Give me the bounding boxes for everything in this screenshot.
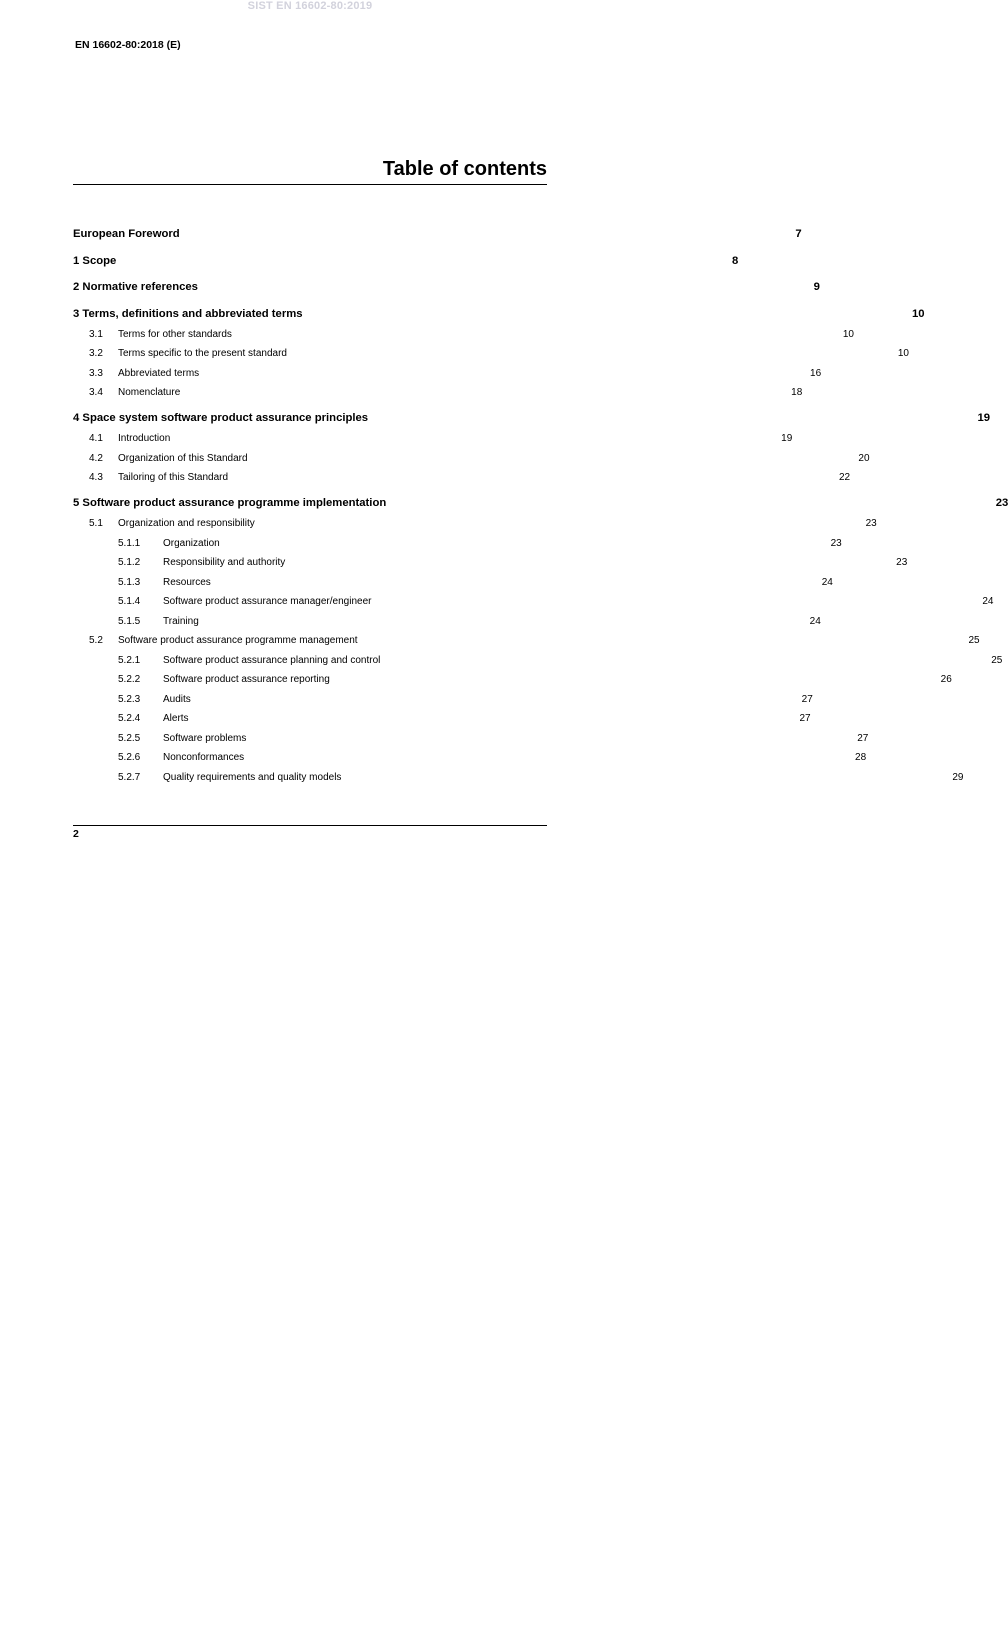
toc-entry-number: 5.1.4 (118, 596, 141, 607)
title-rule (73, 184, 547, 185)
toc-entry-label: Alerts (163, 713, 189, 724)
toc-entry[interactable] (73, 693, 813, 711)
toc-entry-page: 25 (968, 635, 980, 646)
toc-entry-label: 2 Normative references (73, 281, 198, 293)
toc-entry-number: 3.1 (89, 328, 103, 340)
toc-entry[interactable] (73, 752, 867, 769)
toc-entry-number: 4.3 (89, 472, 103, 483)
toc-entry-number: 3.3 (89, 367, 103, 379)
toc-entry-label: 4 Space system software product assurance principles (73, 412, 369, 424)
toc-entry[interactable] (73, 433, 793, 450)
toc-entry-page: 29 (952, 771, 964, 783)
toc-entry-page: 10 (897, 348, 909, 359)
toc-entry-page: 28 (855, 752, 867, 763)
toc-entry-label: Organization (163, 537, 220, 549)
toc-entry-number: 5.2.4 (118, 713, 141, 724)
toc-entry-page: 24 (809, 615, 821, 627)
toc-entry-page: 27 (857, 732, 869, 744)
document-id: EN 16602-80:2018 (E) (75, 39, 181, 51)
toc-entry-page: 27 (801, 693, 813, 705)
toc-entry-number: 5.2.6 (118, 752, 141, 763)
toc-entry-label: Terms for other standards (118, 328, 232, 340)
toc-entry-page: 26 (940, 674, 952, 685)
toc-entry-label: Terms specific to the present standard (118, 348, 287, 359)
page-title: Table of contents (382, 158, 547, 180)
toc-entry-page: 18 (791, 387, 803, 398)
toc-entry-label: Software product assurance reporting (163, 674, 330, 685)
toc-entry[interactable] (73, 654, 1003, 672)
toc-entry-number: 5.1.3 (118, 576, 141, 588)
toc-entry-page: 23 (896, 557, 908, 568)
toc-entry[interactable] (73, 615, 821, 633)
toc-entry[interactable] (73, 596, 994, 613)
toc-entry-label: Organization and responsibility (118, 518, 255, 529)
toc-entry-page: 23 (995, 497, 1008, 509)
toc-entry[interactable] (73, 254, 739, 273)
toc-entry-number: 5.2.5 (118, 732, 141, 744)
toc-entry-number: 5.2.1 (118, 654, 141, 666)
toc-entry[interactable] (73, 537, 842, 555)
footer-page-number: 2 (73, 828, 79, 840)
toc-entry[interactable] (73, 635, 980, 652)
toc-entry-number: 5.2.2 (118, 674, 141, 685)
toc-entry-page: 8 (732, 254, 739, 267)
toc-entry-number: 5.1.1 (118, 537, 141, 549)
toc-entry-number: 5.2 (89, 635, 103, 646)
toc-entry[interactable] (73, 557, 908, 574)
toc-entry-label: Tailoring of this Standard (118, 472, 229, 483)
toc-entry-page: 24 (821, 576, 833, 588)
toc-entry-label: Software product assurance programme management (118, 635, 358, 646)
toc-entry[interactable] (73, 281, 820, 299)
footer-rule (73, 825, 547, 826)
toc-entry-page: 24 (982, 596, 994, 607)
toc-entry-number: 5.2.3 (118, 693, 141, 705)
toc-entry-page: 20 (858, 452, 870, 464)
toc-entry-page: 9 (813, 281, 820, 293)
toc-entry[interactable] (73, 412, 991, 430)
toc-entry-label: Introduction (118, 433, 171, 444)
toc-entry-label: Abbreviated terms (118, 367, 200, 379)
toc-entry[interactable] (73, 713, 811, 730)
toc-entry[interactable] (73, 307, 925, 326)
toc-entry-page: 25 (991, 654, 1003, 666)
toc-entry-number: 4.1 (89, 433, 103, 444)
toc-entry[interactable] (73, 576, 833, 594)
watermark: SIST EN 16602-80:2019 (247, 0, 373, 12)
toc-entry-page: 16 (810, 367, 822, 379)
toc-entry[interactable] (73, 771, 964, 789)
toc-entry-page: 22 (838, 472, 851, 483)
toc-entry-label: Organization of this Standard (118, 452, 248, 464)
toc-entry-page: 10 (842, 328, 854, 340)
toc-entry-label: 3 Terms, definitions and abbreviated terms (73, 307, 303, 320)
toc-entry[interactable] (73, 472, 851, 489)
toc-entry[interactable] (73, 518, 877, 535)
toc-entry-label: Resources (163, 576, 211, 588)
toc-entry[interactable] (73, 367, 822, 385)
toc-entry-number: 5.1 (89, 518, 103, 529)
toc-entry-number: 3.2 (89, 348, 103, 359)
toc-entry-label: 5 Software product assurance programme implementation (73, 497, 387, 509)
toc-entry-number: 4.2 (89, 452, 103, 464)
toc-entry-page: 23 (865, 518, 877, 529)
toc-entry-label: Software problems (163, 732, 247, 744)
toc-entry-page: 10 (911, 307, 925, 320)
toc-entry-page: 7 (795, 228, 802, 240)
toc-entry-page: 23 (830, 537, 842, 549)
toc-entry-page: 19 (781, 433, 793, 444)
toc-entry[interactable] (73, 497, 1008, 515)
toc-entry-number: 5.2.7 (118, 771, 141, 783)
toc-entry-label: Training (163, 615, 199, 627)
toc-entry-label: Nomenclature (118, 387, 181, 398)
toc-entry-number: 5.1.5 (118, 615, 141, 627)
toc-entry-label: Nonconformances (163, 752, 245, 763)
toc-entry[interactable] (73, 387, 803, 404)
toc-entry-label: Quality requirements and quality models (163, 771, 342, 783)
toc-entry[interactable] (73, 228, 802, 246)
toc-entry-label: 1 Scope (73, 254, 117, 267)
toc-entry-page: 27 (799, 713, 811, 724)
toc-entry-number: 3.4 (89, 387, 103, 398)
toc-entry-label: Software product assurance manager/engineer (163, 596, 372, 607)
table-of-contents (73, 228, 1008, 788)
toc-entry[interactable] (73, 674, 952, 691)
toc-entry-number: 5.1.2 (118, 557, 141, 568)
toc-entry-label: Software product assurance planning and control (163, 654, 381, 666)
toc-entry-label: Responsibility and authority (163, 557, 286, 568)
toc-entry[interactable] (73, 452, 870, 470)
toc-entry[interactable] (73, 328, 854, 346)
toc-entry-label: European Foreword (73, 228, 180, 240)
toc-entry[interactable] (73, 348, 909, 365)
toc-entry-label: Audits (163, 693, 191, 705)
toc-entry-page: 19 (977, 412, 991, 424)
toc-entry[interactable] (73, 732, 869, 750)
